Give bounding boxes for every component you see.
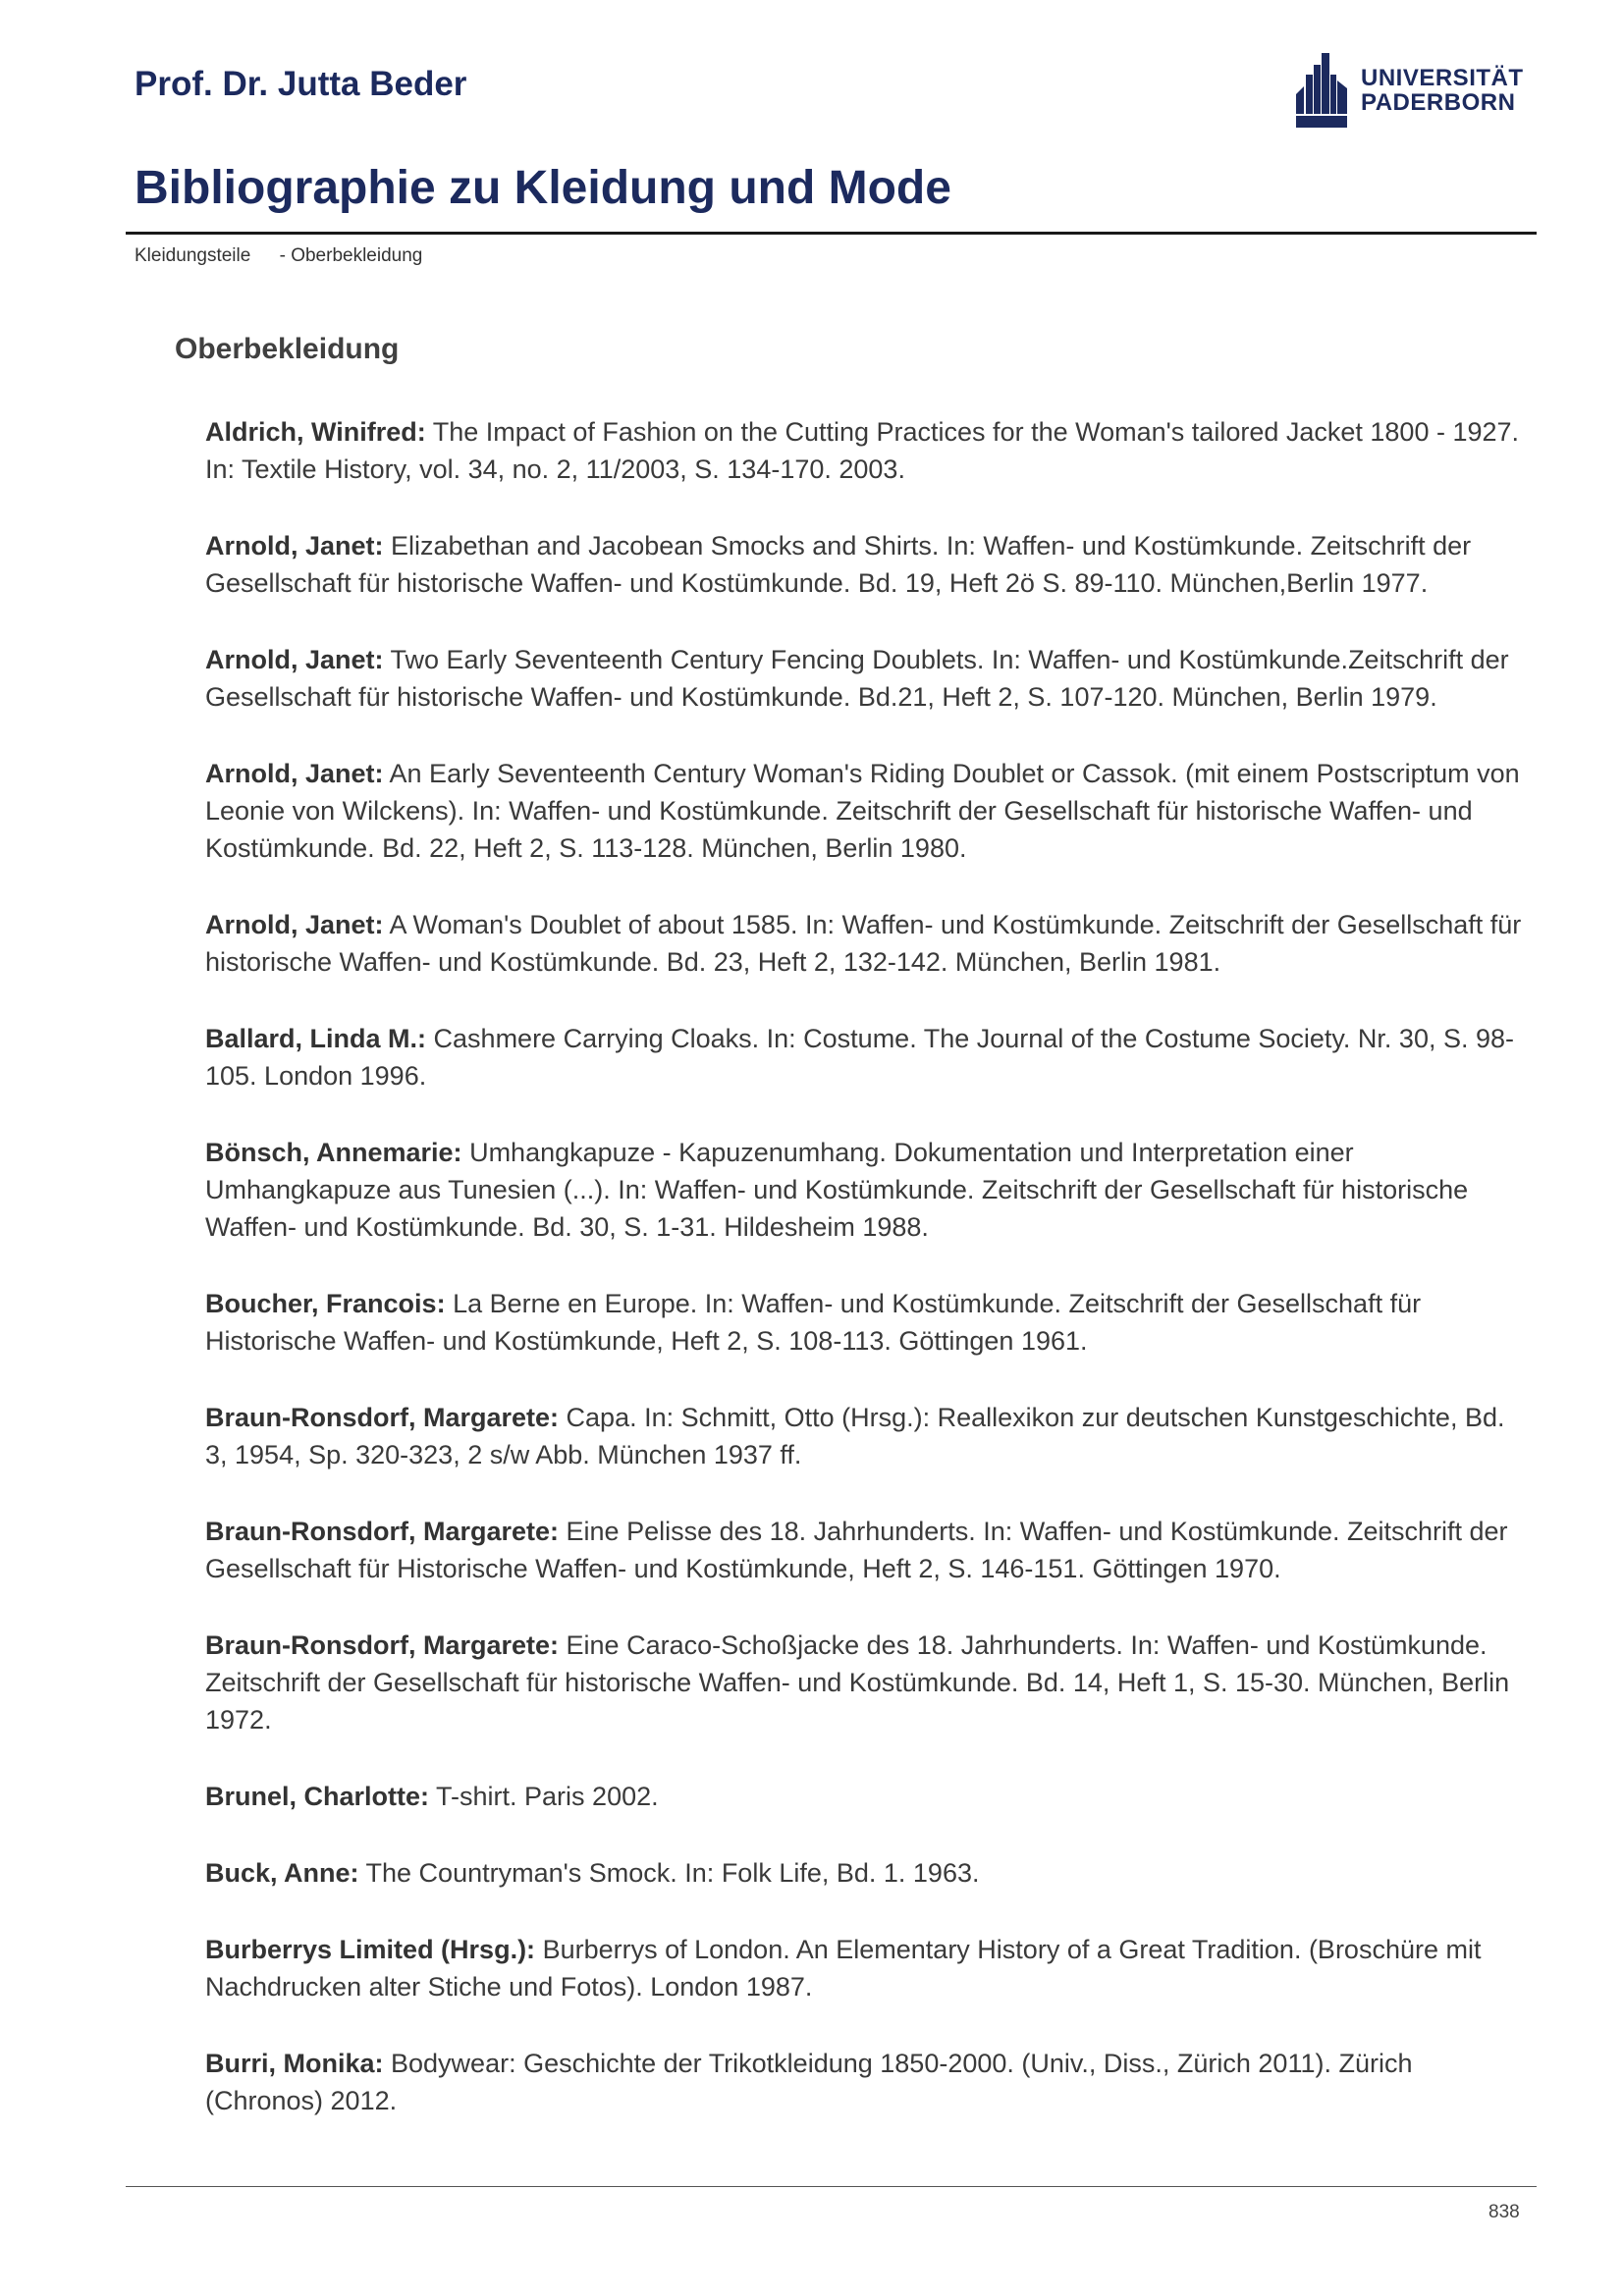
entry-text: Elizabethan and Jacobean Smocks and Shirts. In: Waffen- und Kostümkunde. Zeitschrift der Gesellschaft für historische Waffen- und Kostümkunde. Bd. 19, Heft 2ö S. 89-110. München,Berlin 1977. xyxy=(205,531,1472,598)
bibliography-entry xyxy=(205,1931,1526,2005)
bibliography-entry xyxy=(205,1285,1526,1360)
entry-text: Burberrys of London. An Elementary History of a Great Tradition. (Broschüre mit Nachdrucken alter Stiche und Fotos). London 1987. xyxy=(205,1935,1482,2002)
bibliography-entry xyxy=(205,413,1526,488)
section-heading: Oberbekleidung xyxy=(175,333,400,365)
footer-divider xyxy=(126,2186,1537,2187)
document-title: Bibliographie zu Kleidung und Mode xyxy=(135,162,951,214)
entry-text: Eine Pelisse des 18. Jahrhunderts. In: Waffen- und Kostümkunde. Zeitschrift der Gesellschaft für Historische Waffen- und Kostümkunde, Heft 2, S. 146-151. Göttingen 1970. xyxy=(205,1517,1508,1583)
university-logo-icon xyxy=(1294,51,1349,130)
entry-author: Braun-Ronsdorf, Margarete: xyxy=(205,1630,560,1660)
breadcrumb-category: Kleidungsteile xyxy=(135,245,251,266)
bibliography-entry xyxy=(205,1778,1526,1815)
university-logo xyxy=(1294,51,1524,130)
entry-author: Ballard, Linda M.: xyxy=(205,1024,427,1053)
author-name: Prof. Dr. Jutta Beder xyxy=(135,65,467,103)
entry-author: Boucher, Francois: xyxy=(205,1289,446,1318)
entry-text: T-shirt. Paris 2002. xyxy=(429,1782,659,1811)
entry-text: An Early Seventeenth Century Woman's Riding Doublet or Cassok. (mit einem Postscriptum von Leonie von Wilckens). In: Waffen- und Kostümkunde. Zeitschrift der Gesellschaft für historische Waffen- und Kostümkunde. Bd. 22, Heft 2, S. 113-128. München, Berlin 1980. xyxy=(205,759,1520,863)
bibliography-entry xyxy=(205,1399,1526,1473)
entry-text: A Woman's Doublet of about 1585. In: Waffen- und Kostümkunde. Zeitschrift der Gesellschaft für historische Waffen- und Kostümkunde. Bd. 23, Heft 2, 132-142. München, Berlin 1981. xyxy=(205,910,1522,977)
bibliography-entry xyxy=(205,1513,1526,1587)
bibliography-entry xyxy=(205,527,1526,602)
entry-text: The Countryman's Smock. In: Folk Life, Bd. 1. 1963. xyxy=(358,1858,980,1888)
entry-text: Two Early Seventeenth Century Fencing Doublets. In: Waffen- und Kostümkunde.Zeitschrift der Gesellschaft für historische Waffen- und Kostümkunde. Bd.21, Heft 2, S. 107-120. München, Berlin 1979. xyxy=(205,645,1509,712)
entry-author: Aldrich, Winifred: xyxy=(205,417,426,447)
entry-text: Capa. In: Schmitt, Otto (Hrsg.): Reallexikon zur deutschen Kunstgeschichte, Bd. 3, 1954, Sp. 320-323, 2 s/w Abb. München 1937 ff. xyxy=(205,1403,1505,1469)
entry-author: Buck, Anne: xyxy=(205,1858,359,1888)
logo-line-1: UNIVERSITÄT xyxy=(1361,65,1524,91)
breadcrumb-subcategory: - Oberbekleidung xyxy=(279,245,423,266)
entry-author: Arnold, Janet: xyxy=(205,645,384,674)
bibliography-entry xyxy=(205,641,1526,716)
entry-author: Burberrys Limited (Hrsg.): xyxy=(205,1935,536,1964)
bibliography-entry xyxy=(205,1854,1526,1892)
entry-author: Braun-Ronsdorf, Margarete: xyxy=(205,1403,560,1432)
breadcrumb xyxy=(135,245,422,267)
header-divider xyxy=(126,232,1537,235)
logo-line-2: PADERBORN xyxy=(1361,89,1516,116)
entry-author: Arnold, Janet: xyxy=(205,759,384,788)
entry-text: Umhangkapuze - Kapuzenumhang. Dokumentation und Interpretation einer Umhangkapuze aus Tunesien (...). In: Waffen- und Kostümkunde. Zeitschrift der Gesellschaft für historische Waffen- und Kostümkunde. Bd. 30, S. 1-31. Hildesheim 1988. xyxy=(205,1138,1469,1242)
entry-author: Brunel, Charlotte: xyxy=(205,1782,430,1811)
entry-text: Cashmere Carrying Cloaks. In: Costume. The Journal of the Costume Society. Nr. 30, S. 98-105. London 1996. xyxy=(205,1024,1515,1091)
entry-text: La Berne en Europe. In: Waffen- und Kostümkunde. Zeitschrift der Gesellschaft für Historische Waffen- und Kostümkunde, Heft 2, S. 108-113. Göttingen 1961. xyxy=(205,1289,1422,1356)
entry-text: Bodywear: Geschichte der Trikotkleidung 1850-2000. (Univ., Diss., Zürich 2011). Zürich (Chronos) 2012. xyxy=(205,2049,1413,2115)
bibliography-entry xyxy=(205,1134,1526,1246)
logo-wordmark xyxy=(1361,66,1524,115)
bibliography-entry xyxy=(205,2045,1526,2119)
entry-text: Eine Caraco-Schoßjacke des 18. Jahrhunderts. In: Waffen- und Kostümkunde. Zeitschrift der Gesellschaft für historische Waffen- und Kostümkunde. Bd. 14, Heft 1, S. 15-30. München, Berlin 1972. xyxy=(205,1630,1510,1735)
bibliography-entry xyxy=(205,906,1526,981)
page-number: 838 xyxy=(1488,2202,1520,2222)
bibliography-entry xyxy=(205,1627,1526,1738)
entry-author: Arnold, Janet: xyxy=(205,910,384,939)
entry-text: The Impact of Fashion on the Cutting Practices for the Woman's tailored Jacket 1800 - 1927. In: Textile History, vol. 34, no. 2, 11/2003, S. 134-170. 2003. xyxy=(205,417,1520,484)
bibliography-entry xyxy=(205,1020,1526,1095)
bibliography-list xyxy=(205,413,1526,2159)
entry-author: Bönsch, Annemarie: xyxy=(205,1138,462,1167)
entry-author: Arnold, Janet: xyxy=(205,531,384,561)
bibliography-entry xyxy=(205,755,1526,867)
entry-author: Braun-Ronsdorf, Margarete: xyxy=(205,1517,560,1546)
entry-author: Burri, Monika: xyxy=(205,2049,384,2078)
